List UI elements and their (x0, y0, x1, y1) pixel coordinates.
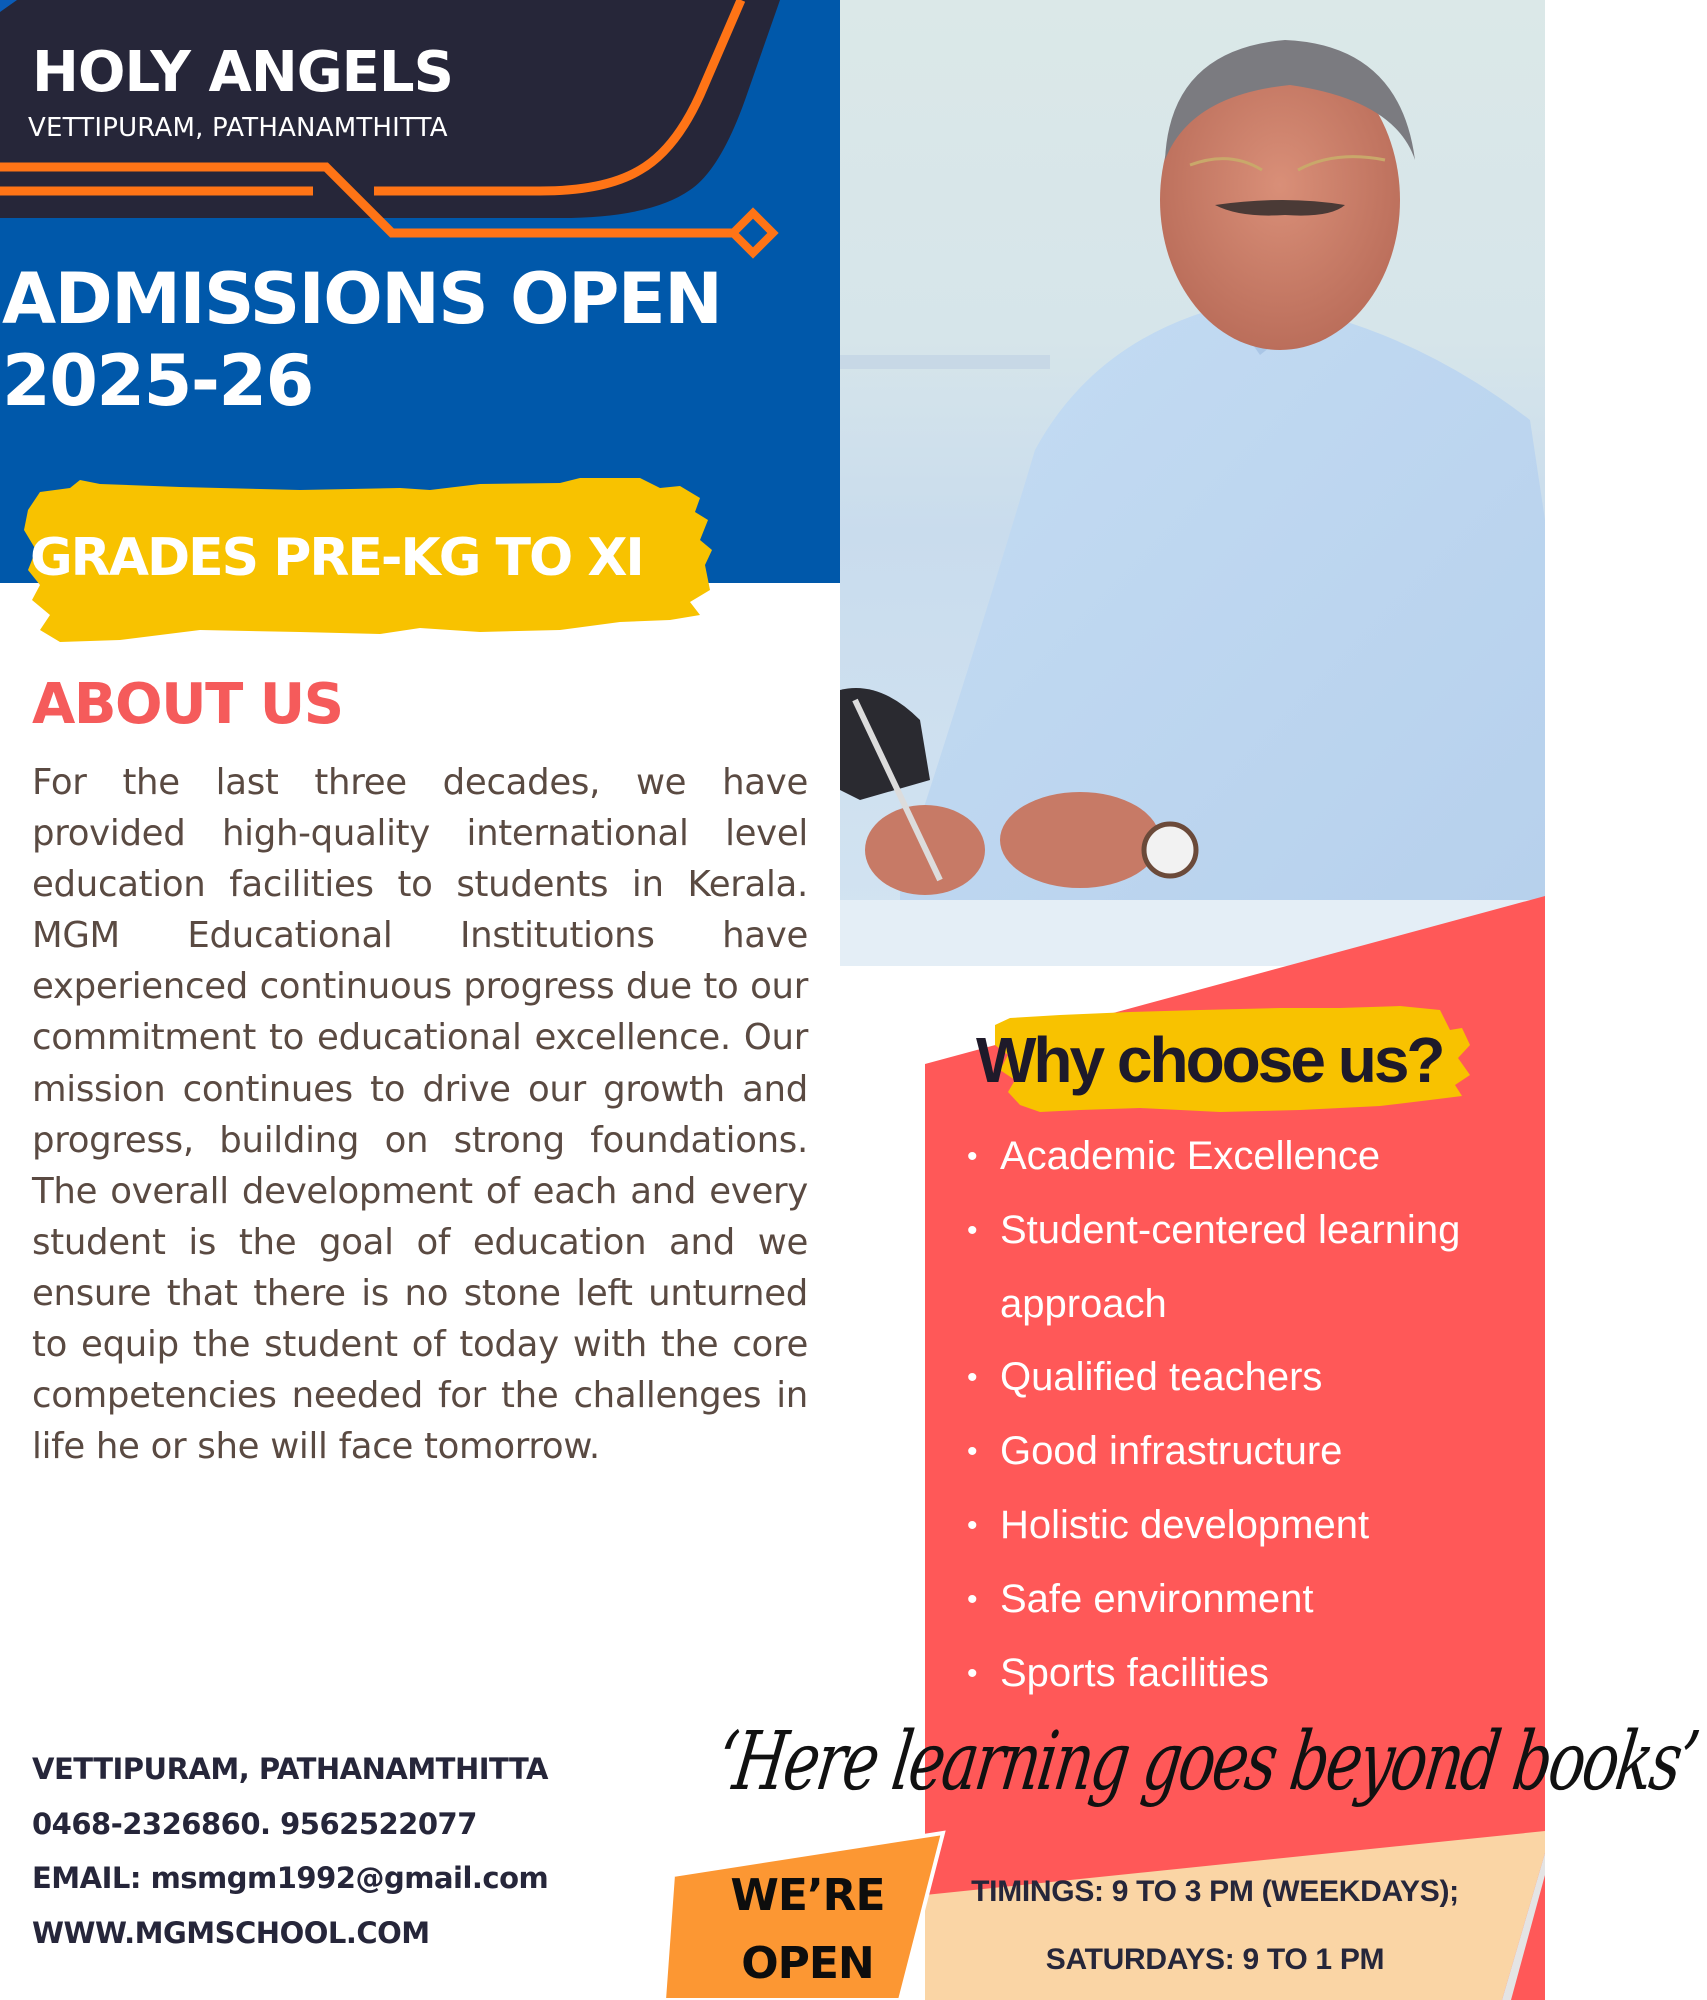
open-badge-line-2: OPEN (741, 1938, 874, 1989)
why-list (960, 1120, 1500, 1710)
why-list-item: • Student-centered learning approach (960, 1194, 1500, 1342)
bullet-icon: • (967, 1508, 978, 1542)
why-list-item: • Safe environment (960, 1563, 1500, 1637)
header-dark-shape (0, 0, 780, 218)
why-list-item: • Holistic development (960, 1489, 1500, 1563)
admissions-heading (2, 258, 721, 422)
principal-photo (840, 0, 1545, 966)
open-badge-text (700, 1862, 915, 1998)
contact-address: VETTIPURAM, PATHANAMTHITTA (32, 1752, 548, 1786)
bullet-icon: • (967, 1213, 978, 1247)
contact-email[interactable]: EMAIL: msmgm1992@gmail.com (32, 1861, 549, 1895)
school-location: VETTIPURAM, PATHANAMTHITTA (28, 113, 448, 143)
timings-weekdays: TIMINGS: 9 TO 3 PM (WEEKDAYS); (971, 1875, 1459, 1908)
admissions-year: 2025-26 (2, 340, 313, 422)
bullet-icon: • (967, 1656, 978, 1690)
contact-block (32, 1742, 548, 1960)
tagline-quote: ‘Here learning goes beyond books’ (711, 1714, 1703, 1810)
about-body: For the last three decades, we have provided high-quality international level education facilities to students in Kerala. MGM Educational Institutions have experienced continuous progress due to our commitment to educational excellence. Our mission continues to drive our growth and progress, building on strong foundations. The overall development of each and every student is the goal of education and we ensure that there is no stone left unturned to equip the student of today with the core competencies needed for the challenges in life he or she will face tomorrow. (32, 762, 808, 1468)
admissions-line-1: ADMISSIONS OPEN (2, 258, 722, 340)
about-title: ABOUT US (32, 672, 343, 737)
school-name: HOLY ANGELS (32, 40, 453, 105)
timings-saturdays: SATURDAYS: 9 TO 1 PM (1045, 1943, 1385, 1976)
why-list-item: • Good infrastructure (960, 1415, 1500, 1489)
why-choose-us-title: Why choose us? (976, 1024, 1443, 1096)
bullet-icon: • (967, 1435, 978, 1469)
why-list-item: • Qualified teachers (960, 1341, 1500, 1415)
grades-label: GRADES PRE-KG TO XI (30, 528, 643, 588)
bullet-icon: • (967, 1361, 978, 1395)
why-list-item: • Academic Excellence (960, 1120, 1500, 1194)
contact-phone[interactable]: 0468-2326860. 9562522077 (32, 1806, 477, 1841)
bullet-icon: • (967, 1582, 978, 1616)
timings-text (925, 1858, 1505, 1994)
open-badge-line-1: WE’RE (730, 1870, 885, 1921)
contact-website[interactable]: WWW.MGMSCHOOL.COM (32, 1915, 430, 1950)
why-list-item: • Sports facilities (960, 1637, 1500, 1711)
bullet-icon: • (967, 1140, 978, 1173)
